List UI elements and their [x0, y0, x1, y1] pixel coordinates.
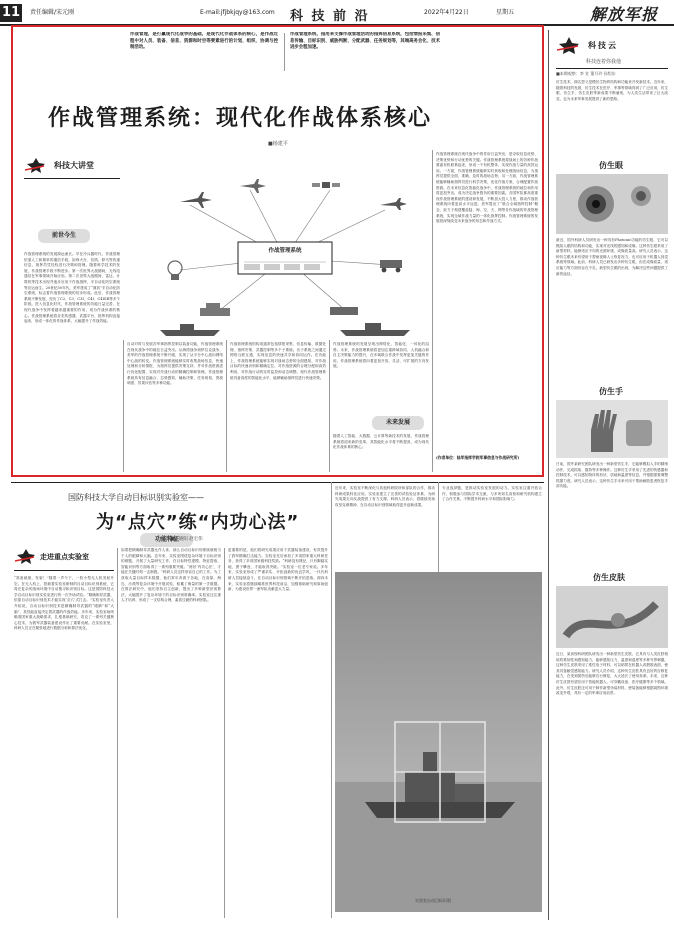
section-title: 科 技 前 沿: [290, 9, 370, 24]
bottom-byline: ■王晓阳 赵宏伟: [170, 537, 203, 542]
sidebar-column-title: 科技云: [588, 41, 618, 50]
bottom-rule-3: [331, 482, 332, 918]
column-label-text: 科技大讲堂: [54, 161, 94, 170]
bottom-rule-4: [438, 482, 439, 572]
bottom-col-3: 更重要的是，他们将研究成果应用于武器装备建设，有效提升了我军精确打击能力。实验室先后承担了多项国家重大科研任务，获得了多项国家级科技奖励。“科研没有捷径，只有脚踏实地、勇于攀登，才能取得突破。”实验室一位老专家说。多年来，实验室形成了严谨求实、开拓创新的优良学风，一代代科研人员接续奋斗，在自动目标识别领域不断开拓进取。面向未来，实验室将继续瞄准世界科技前沿，加强基础研究和原始创新，为建设世界一流军队贡献更大力量。: [228, 548, 328, 592]
bottom-top-rule: [11, 482, 544, 483]
bottom-kicker: 国防科技大学自动目标识别实验室——: [68, 493, 204, 502]
page-header: [0, 0, 674, 26]
lead-summary-left: 作战管理，是打赢现代化战争的基础，是现代化作战体系的核心，是作战过程中对人员、装备、信息、资源和时空等要素进行的计划、组织、协调与控制活动。: [130, 32, 278, 50]
lead-byline: ■杨建平: [268, 141, 288, 147]
star-wing-icon: [14, 548, 38, 564]
col-rule-3: [329, 340, 330, 472]
contact-email[interactable]: E-mail:jfjbkjqy@163.com: [200, 9, 275, 16]
bottom-rule-1: [117, 548, 118, 918]
col-rule-1: [123, 340, 124, 472]
system-diagram: [130, 150, 440, 340]
lead-summary-right: 作战管理系统，指用来支撑作战管理活动的指挥信息系统，包括情报采集、信息传输、目标识别、威胁判断、分配武器、任务规划等，其端高务会化、技术进步会程加速。: [290, 32, 440, 50]
lead-col-5: 作战管理系统在现代战争中的作用日益突出，是夺取信息优势、决策优势和行动优势的关键。作战管理系统将战场上的各种作战要素有机联系起来，形成一个有机整体，实现作战力量的高效运用。一方面，作战管理系统能够实时获取和处理战场信息，为指挥员提供全面、准确、及时的战场态势；另一方面，作战管理系统能够辅助指挥员进行科学决策，优化作战方案，合理配置作战资源。在未来信息化智能化战争中，作战管理系统的地位和作用将更加突出，成为决定战争胜负的重要因素。各国军队都高度重视作战管理系统的建设和发展，不断加大投入力度，推动作战管理系统向着更高水平迈进。美军提出了“联合全域指挥控制”概念，致力于构建覆盖陆、海、空、天、网等各作战域的作战管理系统，实现全域作战力量的一体化指挥控制。作战管理系统的发展将深刻改变未来战争的形态和作战方式。: [436, 152, 538, 224]
bottom-photo: [335, 572, 542, 912]
lab-underline: [14, 570, 114, 571]
bottom-photo-caption: 实验室自动目标识别: [415, 898, 451, 903]
subhead-history: 前世今生: [38, 229, 90, 243]
bionic-hand-photo: [556, 400, 668, 458]
lead-footnote: (作者单位：陆军指挥学院军事信息与作战研究所): [436, 455, 520, 460]
lead-headline: 作战管理系统：现代化作战体系核心: [48, 106, 433, 131]
bottom-headline: 为“点穴”练“内功心法”: [96, 512, 300, 533]
issue-weekday: 星期五: [496, 9, 515, 16]
sidebar-intro: 仿生技术，顾名思义是模仿生物的结构和功能来开发新技术。近年来，随着科技的发展，仿生技术在医疗、军事等领域得到了广泛应用，仿生眼、仿生手、仿生皮肤等新成果不断涌现，为人类生活带来了巨大改变，也为未来军事发展提供了新的思路。: [556, 80, 668, 101]
issue-date: 2022年4月22日: [424, 9, 469, 16]
col-rule-2: [226, 340, 227, 472]
column-underline: [24, 178, 120, 179]
sidebar-eye-text: 最近，国外科研人员研发出一种具有Photonic功能的仿生眼，它可以模拟人眼的结构和功能，实现对光线的感知和成像。这种仿生眼采用了新型材料，能够适应不同的光照环境，成像质量高。研究人员表示，这种仿生眼未来有望用于帮助视障人士恢复视力，也可应用于机器人视觉系统等领域。此前，科研人员已研发出多种仿生眼，但在成像质量、适应能力等方面仍存在不足。新型仿生眼的出现，为解决这些问题提供了新的途径。: [556, 238, 668, 276]
sidebar-subtitle: 科技连着你我他: [586, 59, 622, 65]
lead-col-4b: 随着人工智能、大数据、云计算等新技术的发展，作战管理系统将迎来新的变革，其智能化水平将不断提高，成为现代化作战体系的核心。: [333, 434, 429, 450]
col-rule-4: [432, 150, 433, 472]
column-label-lab: [14, 548, 114, 568]
sidebar-hand-text: 日前，国外某研究团队研发出一种新型仿生手，它能够模拟人手的精细动作，完成抓取、握持等多种操作。这种仿生手采用了先进的传感器和控制技术，可以感知物体的形状、质地和温度等信息，并根据需要调整抓握力度。研究人员表示，这种仿生手未来可用于帮助截肢患者恢复手部功能。: [556, 462, 668, 489]
lead-col-4: 作战管理系统的发展呈现出网络化、智能化、一体化的趋势。未来，作战管理系统将更加注重跨域协同、人机融合和自主决策能力的提升，在多域联合作战中发挥更加关键的作用。作战管理系统将向着更加开放、灵活、可扩展的方向发展。: [333, 342, 429, 369]
bottom-rule-2: [224, 548, 225, 918]
sidebar-divider: [548, 30, 549, 920]
sidebar-item-title-hand: 仿生手: [599, 387, 623, 396]
summary-divider: [284, 33, 285, 71]
newspaper-masthead: 解放军报: [590, 5, 659, 24]
bionic-eye-photo: [556, 174, 668, 234]
sidebar-item-title-skin: 仿生皮肤: [593, 573, 625, 582]
pill-future: 未来发展: [372, 416, 424, 430]
bottom-col-4: 近年来，实验室不断深化与其他科研院所和部队的合作，推动科研成果转化应用。实验室建立了完善的试验验证体系，为研究成果走向实战提供了有力支撑。科研人员表示，将继续发扬攻坚克难精神，在自动目标识别领域取得更多创新成果。: [335, 486, 435, 507]
column-label-lecture: [24, 157, 114, 175]
page-number: 11: [1, 5, 21, 20]
bottom-col-2: 如果把精确制导武器比作人体，那么自动目标识别系统就相当于人的眼睛和大脑。近年来，实验室围绕复杂环境下目标识别的难题，开展了大量研究工作，在目标特性建模、特征提取、智能识别等方面取得了一系列重要突破。“练好‘内功心法’，才能在关键时刻一击制胜。”科研人员这样形容自己的工作。为了获取大量目标样本数据，他们常年奔波于各地，在高原、海岛、沙漠等复杂环境中开展试验，积累了海量的第一手数据。在算法研究中，他们坚持自主创新，提出了多种新型识别算法，大幅提升了复杂环境下的目标识别准确率。实验室还注重人才培养，形成了一支结构合理、素质过硬的科研团队。: [121, 548, 221, 603]
lead-col-3: 作战管理系统的构成通常包括情报采集、信息传输、数据处理、指挥决策、武器控制等多个子系统。各子系统之间通过网络互联互通，实现信息的快速共享和协同运作。在功能上，作战管理系统能够实现对战场态势的全面感知，对作战目标的快速识别和精确定位，对作战资源的合理分配和高效利用，对作战行动的实时监控和动态调整。现代作战管理系统具备高度的智能化水平，能够辅助指挥员进行快速决策。: [230, 342, 326, 380]
sidebar-rule: [556, 68, 668, 69]
lead-col-2: 自动对时与发展各军事指挥控制以装备功能，作战管理系统在现代战争中的地位日益突出。从海湾战争到伊拉克战争，美军的作战管理系统不断升级，实现了从平台中心战向网络中心战的转变。作战管理系统能够实时收集战场信息，快速处理和分析情报，为指挥员提供决策支持，并对作战资源进行优化配置，实现对作战行动的精确控制和管理。作战管理系统具有信息融合、态势感知、辅助决策、任务规划、资源调度、效果评估等多种功能。: [127, 342, 223, 386]
star-wing-icon: [24, 157, 48, 173]
diagram-center-label: 作战管理系统: [268, 248, 302, 254]
pill-features: 功能特征: [141, 533, 193, 547]
sidebar-item-title-eye: 仿生眼: [599, 161, 623, 170]
bottom-col-1: “准备就绪，发射！”随着一声令下，一枚小型无人机发射升空。在无人机上，搭载着实验室研制的自动目标识别系统，它将在复杂的战场环境中自动搜寻和识别目标。这是国防科技大学自动目标识别实验室进行的一次外场试验。“精确制导武器，依靠自动目标识别技术才能实现‘点穴’式打击。”实验室负责人介绍说，自动目标识别技术是精确制导武器的“眼睛”和“大脑”，其性能直接决定着武器的作战效能。多年来，实验室始终瞄准国家重大战略需求，扎根基础研究，攻克了一系列关键核心技术，为我军武器装备建设作出了重要贡献。在实验室里，科研人员正在紧张地进行数据分析和算法优化。: [14, 576, 114, 631]
sidebar-column-header: [556, 36, 668, 58]
bottom-col-5: 专业选择题，是推动实验室发展的动力。实验室注重开放合作，积极参与国际学术交流，与多所知名高校和研究机构建立了合作关系，不断提升科研水平和国际影响力。: [442, 486, 542, 502]
column-label-lab-text: 走进重点实验室: [40, 553, 89, 561]
editor-credit: 责任编辑/宋元刚: [30, 9, 75, 16]
bionic-skin-photo: [556, 586, 668, 648]
sidebar-source: ■本期观察：李 宣 董月玲 孙绍东: [556, 71, 616, 76]
star-wing-icon: [556, 36, 582, 54]
sidebar-skin-text: 近日，某高校科研团队研发出一种新型仿生皮肤，它具有与人类皮肤相似的柔韧性和感知能力，能够感知压力、温度和湿度等多种外界刺激。这种仿生皮肤采用了柔性电子材料，可以贴附在机器人或假肢表面，使其具备触觉感知能力。研究人员介绍，这种仿生皮肤具有良好的自修复能力，在受到损伤后能够自行修复，大大延长了使用寿命。未来，这种仿生皮肤有望应用于智能机器人、可穿戴设备、医疗健康等多个领域。此外，仿生皮肤还可用于制作新型伪装材料，使装备能够根据周围环境改变外观，具有一定的军事应用前景。: [556, 652, 668, 696]
lead-col-1: 作战管理系统的发展源远流长。早在冷兵器时代，作战管理依靠人工和简单的通信手段，如烽火台、信鸽、驿马等传递信息，指挥员凭经验进行决策和管理。随着科学技术的发展，作战管理手段不断进步。第一次世界大战期间，无线电通信在军事领域开始应用。第二次世界大战期间，雷达、计算机等技术出现并逐步应用于作战指挥，半自动化防空系统等应运而生。20世纪50年代，美军建成了“赛其”半自动化防空系统，标志着作战管理系统的初步形成。此后，作战管理系统不断发展，经历了C2、C3、C3I、C4I、C4ISR等多个阶段。进入信息化时代，作战管理系统的功能日益完善，在现代战争中发挥着越来越重要的作用，成为作战体系的核心。作战管理系统将各类传感器、武器平台、指挥机构连接起来，形成一体化的作战体系，大幅提升了作战效能。: [24, 252, 120, 324]
